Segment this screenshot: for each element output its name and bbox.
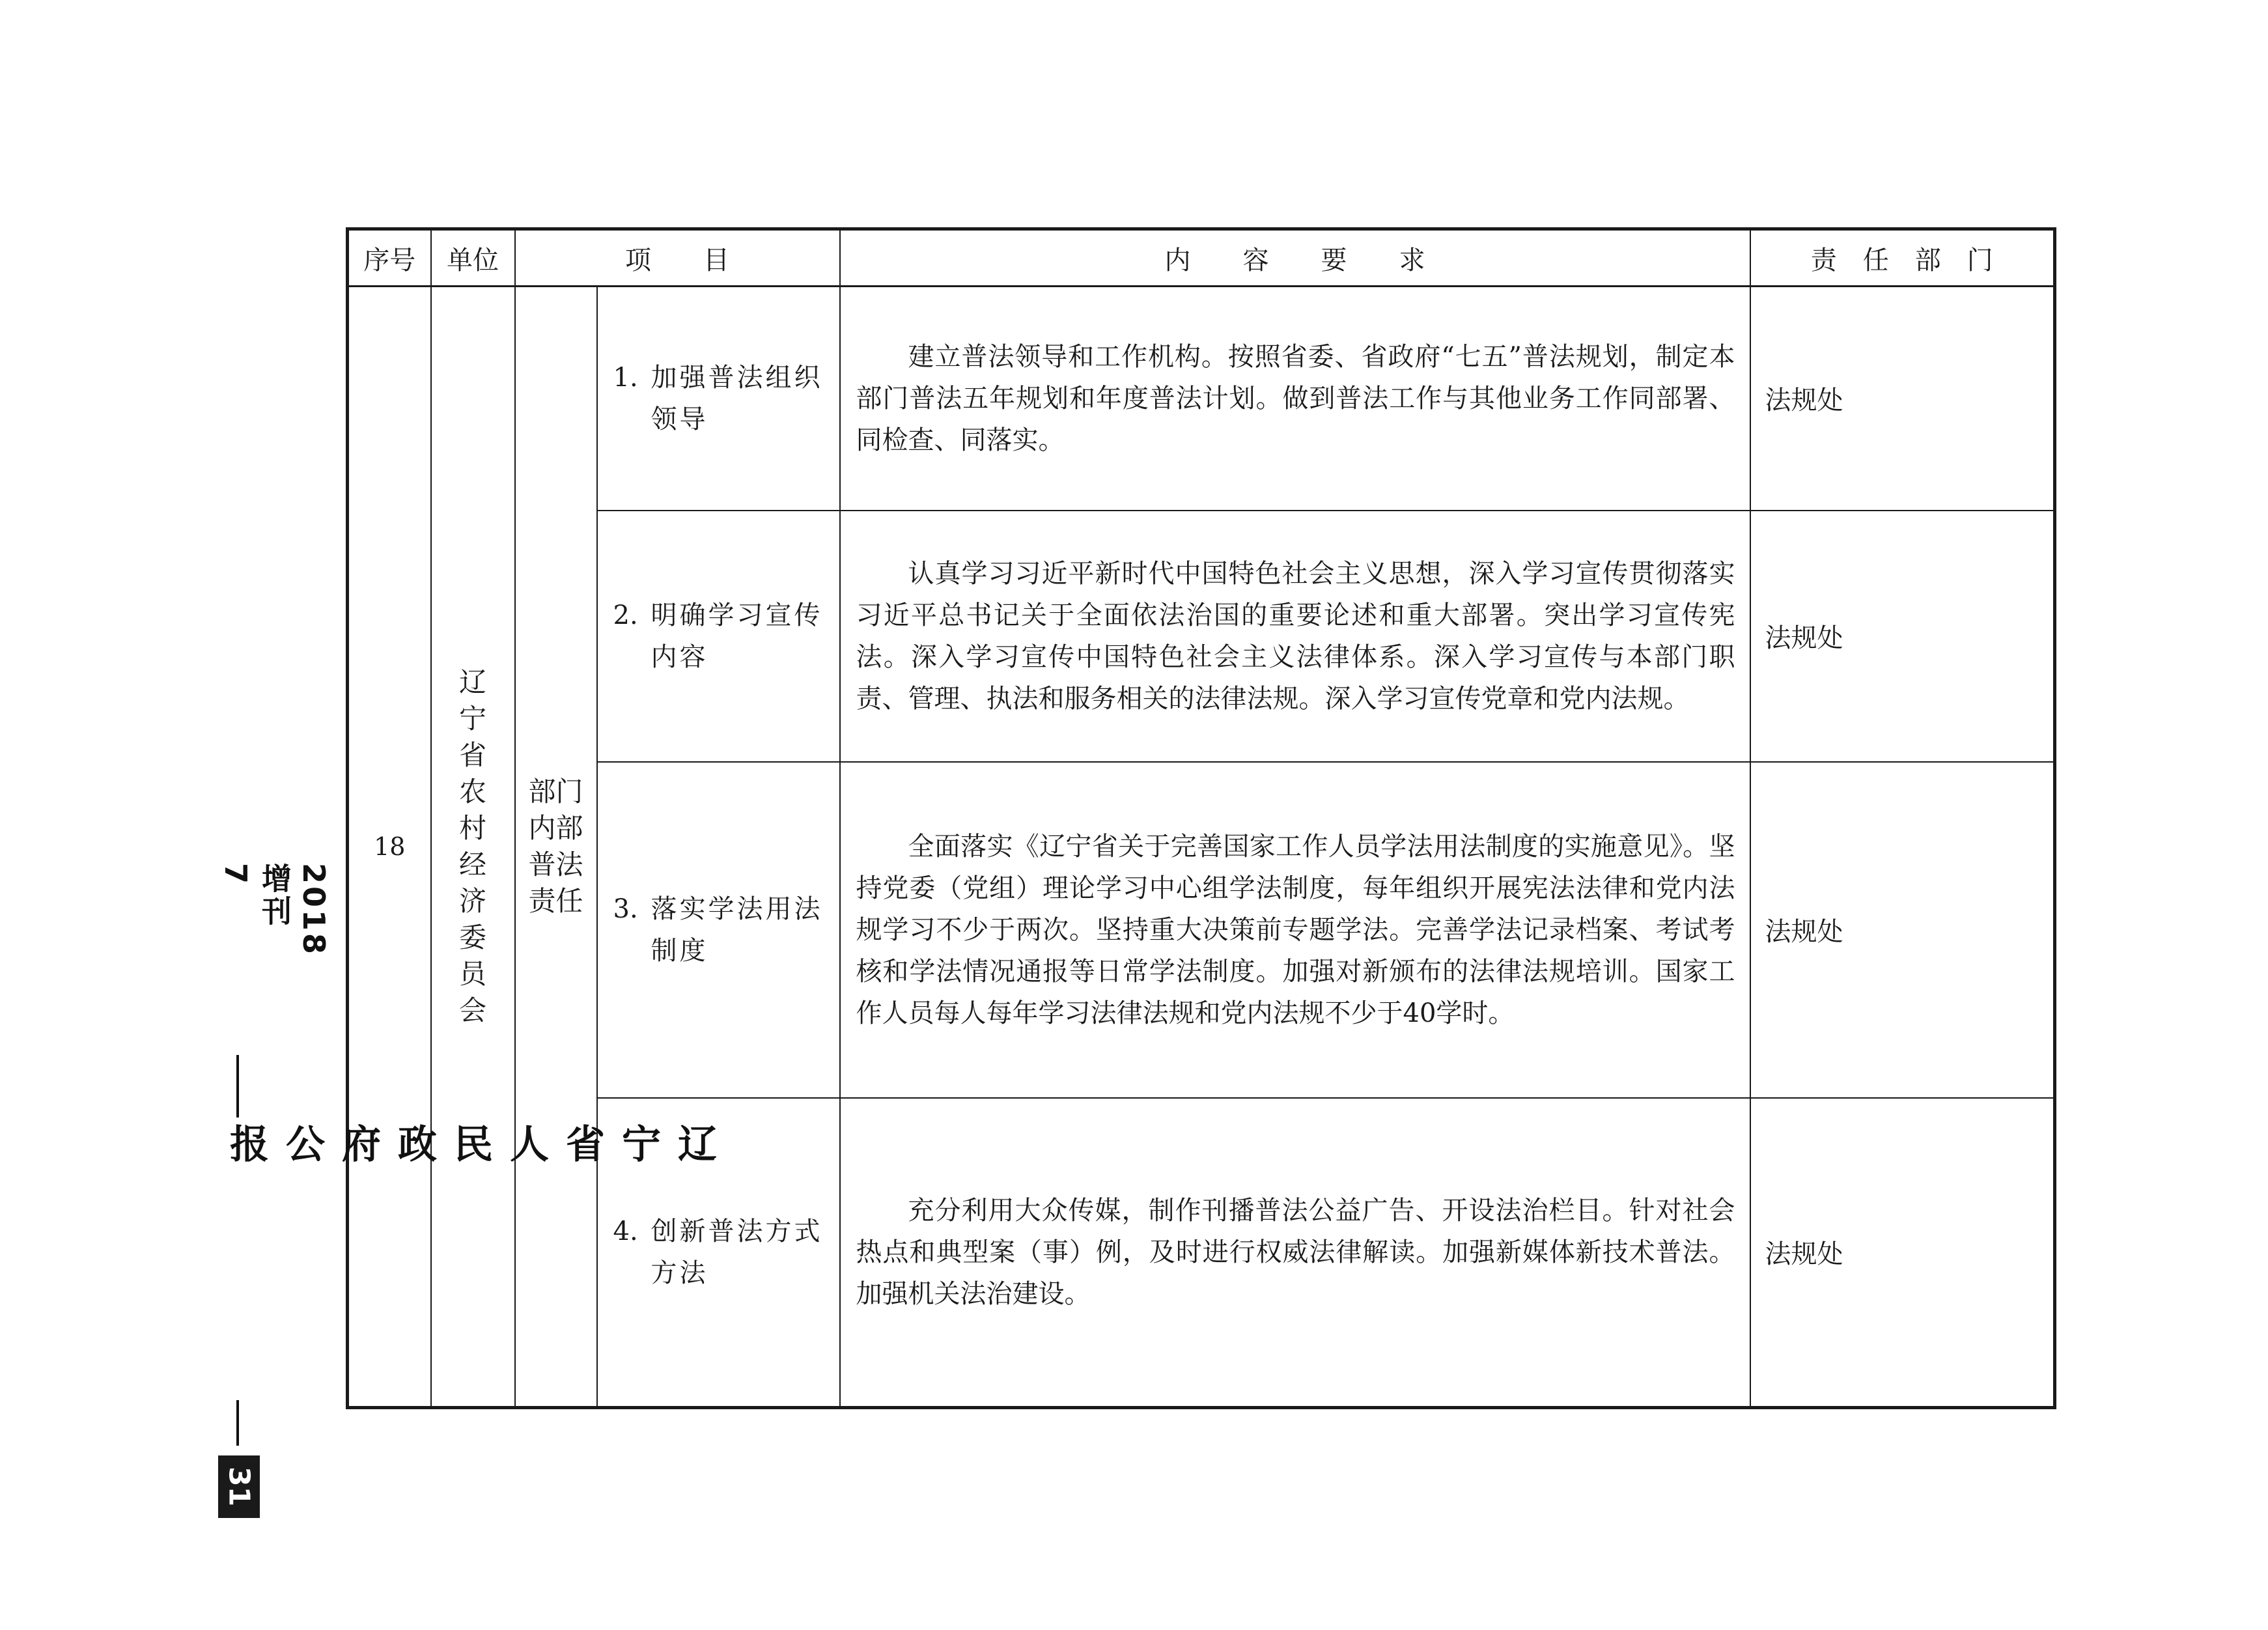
item-number: 2.: [613, 600, 638, 630]
header-item: 项 目: [515, 229, 840, 287]
header-content: 内 容 要 求: [840, 229, 1750, 287]
item-title: 明确学习宣传内容: [651, 600, 823, 672]
item-title: 落实学法用法制度: [651, 893, 823, 966]
item-title: 创新普法方式方法: [651, 1216, 823, 1288]
plan-table: [346, 227, 2056, 1409]
content-cell: 全面落实《辽宁省关于完善国家工作人员学法用法制度的实施意见》。坚持党委（党组）理论学习中心组学法制度，每年组织开展宪法法律和党内法规学习不少于两次。坚持重大决策前专题学法。完善学法记录档案、考试考核和学法情况通报等日常学法制度。加强对新颁布的法律法规培训。国家工作人员每人每年学习法律法规和党内法规不少于40学时。: [840, 762, 1750, 1098]
item-cell: [597, 287, 840, 511]
item-title: 加强普法组织领导: [651, 362, 823, 434]
table-row: [348, 511, 2055, 762]
item-cell: [597, 762, 840, 1098]
dept-cell: 法规处: [1750, 762, 2055, 1098]
seq-cell: 18: [348, 287, 431, 1408]
item-number: 4.: [613, 1216, 638, 1246]
issue-label: 2018 增刊 7: [218, 863, 331, 957]
sidebar-divider: [236, 1055, 239, 1117]
item-number: 3.: [613, 893, 638, 924]
dept-cell: 法规处: [1750, 287, 2055, 511]
table-row: [348, 762, 2055, 1098]
dept-cell: 法规处: [1750, 1098, 2055, 1408]
page-number: 31: [218, 1455, 260, 1518]
table-row: [348, 287, 2055, 511]
item-cell: [597, 511, 840, 762]
publication-title: 辽宁省人民政府公报: [223, 1123, 717, 1161]
item-number: 1.: [613, 362, 638, 393]
header-row: [348, 229, 2055, 287]
header-seq: 序号: [348, 229, 431, 287]
header-dept: 责 任 部 门: [1750, 229, 2055, 287]
category-name: 部门内部普法责任: [528, 776, 583, 917]
content-cell: 认真学习习近平新时代中国特色社会主义思想，深入学习宣传贯彻落实习近平总书记关于全面依法治国的重要论述和重大部署。突出学习宣传宪法。深入学习宣传中国特色社会主义法律体系。深入学习宣传与本部门职责、管理、执法和服务相关的法律法规。深入学习宣传党章和党内法规。: [840, 511, 1750, 762]
unit-cell: [431, 287, 515, 1408]
content-cell: 建立普法领导和工作机构。按照省委、省政府“七五”普法规划，制定本部门普法五年规划和年度普法计划。做到普法工作与其他业务工作同部署、同检查、同落实。: [840, 287, 1750, 511]
header-unit: 单位: [431, 229, 515, 287]
content-cell: 充分利用大众传媒，制作刊播普法公益广告、开设法治栏目。针对社会热点和典型案（事）例，及时进行权威法律解读。加强新媒体新技术普法。加强机关法治建设。: [840, 1098, 1750, 1408]
category-cell: [515, 287, 597, 1408]
dept-cell: 法规处: [1750, 511, 2055, 762]
unit-name: 辽宁省农村经济委员会: [458, 666, 486, 1026]
sidebar-divider: [236, 1400, 239, 1446]
